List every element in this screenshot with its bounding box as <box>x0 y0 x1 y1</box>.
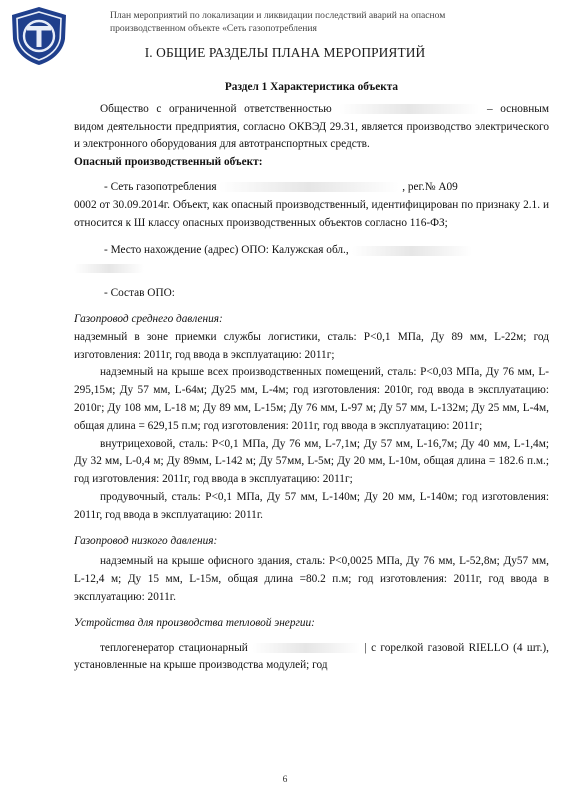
heat-devices-heading: Устройства для производства тепловой энергии: <box>74 616 315 629</box>
intro-paragraph <box>74 101 549 154</box>
page-title: I. ОБЩИЕ РАЗДЕЛЫ ПЛАНА МЕРОПРИЯТИЙ <box>144 45 426 60</box>
intro-text-b: – основным видом деятельности предприятия, согласно ОКВЭД 29.31, является производство электрического и электронного оборудования для автотранспортных средств. <box>74 102 550 151</box>
redacted-address-line-2 <box>74 260 549 278</box>
header-line-1: План мероприятий по локализации и ликвидации последствий аварий на опасном <box>110 10 446 21</box>
redacted-object-name <box>219 182 399 192</box>
redacted-company-name <box>339 104 479 114</box>
page-number: 6 <box>282 775 288 785</box>
header-line-2: производственном объекте «Сеть газопотребления <box>110 23 317 34</box>
medium-pressure-heading: Газопровод среднего давления: <box>74 312 223 325</box>
document-body <box>74 79 549 675</box>
location-line <box>104 242 549 260</box>
opo-text-b: , рег.№ А09 <box>402 180 458 193</box>
intro-text-a: Общество с ограниченной ответственностью <box>100 102 332 115</box>
opo-paragraph <box>104 179 549 197</box>
section-heading: Раздел 1 Характеристика объекта <box>224 81 399 93</box>
heat-devices-item <box>74 640 549 676</box>
opo-paragraph-cont: 0002 от 30.09.2014г. Объект, как опасный производственный, идентифицирован по признаку 2.1. и относится к Ш классу опасных производственных объектов согласно 116-ФЗ; <box>74 198 549 229</box>
medium-pressure-item-2: надземный на крыше всех производственных помещений, сталь: Р<0,03 МПа, Ду 76 мм, L-295,15м; Ду 57 мм, L-64м; Ду25 мм, L-4м; год изготовления: 2010г, год ввода в эксплуатацию: 2010г; Ду 108 мм, L-18 м; Ду 89 мм, L-15м; Ду 76 мм, L-97 м; Ду 57 мм, L-132м; Ду 25 мм, L-4м, общая длина = 629,15 п.м; год изготовления: 2011г, год ввода в эксплуатацию: 2011г; <box>74 366 549 432</box>
location-text: - Место нахождение (адрес) ОПО: Калужская обл., <box>104 244 349 257</box>
medium-pressure-item-4: продувочный, сталь: Р<0,1 МПа, Ду 57 мм, L-140м; Ду 20 мм, L-140м; год изготовления: 2011г, год ввода в эксплуатацию: 2011г. <box>74 490 549 521</box>
heat-text-b: | с горелкой газовой RIELLO (4 шт.), установленные на крыше производства модулей; год <box>74 641 550 672</box>
opo-label: Опасный производственный объект: <box>74 156 263 169</box>
redacted-address <box>352 246 472 256</box>
low-pressure-heading: Газопровод низкого давления: <box>74 534 218 547</box>
heat-text-a: теплогенератор стационарный <box>100 641 248 654</box>
medium-pressure-item-3: внутрицеховой, сталь: Р<0,1 МПа, Ду 76 мм, L-7,1м; Ду 57 мм, L-16,7м; Ду 40 мм, L-1,4м; Ду 32 мм, L-0,4 м; Ду 89мм, L-142 м; Ду 57мм, L-5м; Ду 20 мм, L-10м, общая длина = 182.6 п.м.; год изготовления: 2011г, год ввода в эксплуатацию: 2011г; <box>74 437 549 486</box>
low-pressure-item-1: надземный на крыше офисного здания, сталь: Р<0,0025 МПа, Ду 76 мм, L-52,8м; Ду57 мм, L-12,4 м; Ду 15 мм, L-15м, общая длина =80.2 п.м; год изготовления: 2011г, год ввода в эксплуатацию: 2011г. <box>74 555 549 603</box>
medium-pressure-item-1: надземный в зоне приемки службы логистики, сталь: Р<0,1 МПа, Ду 89 мм, L-22м; год изготовления: 2011г, год ввода в эксплуатацию: 2011г; <box>74 330 549 361</box>
document-header <box>110 9 550 35</box>
composition-line: - Состав ОПО: <box>104 287 175 300</box>
opo-text-a: - Сеть газопотребления <box>104 180 217 193</box>
redacted-model-name <box>252 643 360 653</box>
